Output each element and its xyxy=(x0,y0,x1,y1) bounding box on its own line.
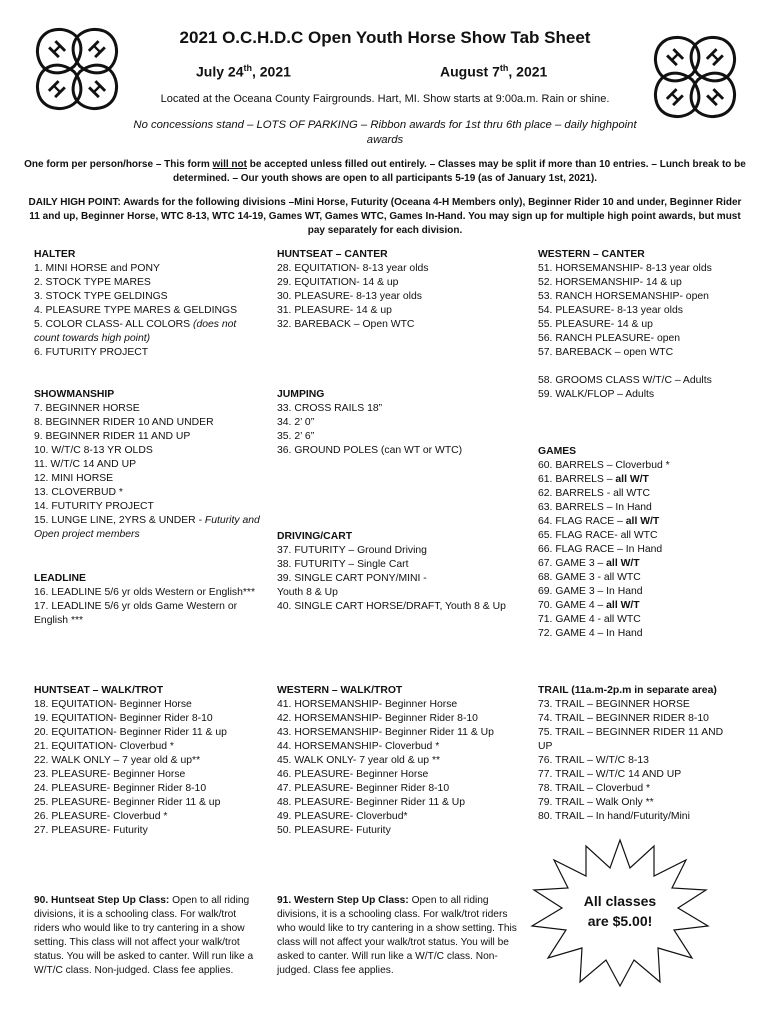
list-item: 31. PLEASURE- 14 & up xyxy=(277,305,392,316)
driving-section xyxy=(277,530,527,614)
list-item: 29. EQUITATION- 14 & up xyxy=(277,277,399,288)
list-item: 73. TRAIL – BEGINNER HORSE xyxy=(538,699,690,710)
list-item: 16. LEADLINE 5/6 yr olds Western or English*** xyxy=(34,587,256,598)
svg-text:H: H xyxy=(84,76,111,103)
list-item: 42. HORSEMANSHIP- Beginner Rider 8-10 xyxy=(277,713,478,724)
huntseat-step-up-note: 90. Huntseat Step Up Class: Open to all riding divisions, it is a schooling class. For walk/trot riders who would like to try cantering in a show setting. This class will not affect your walk/trot status. You will be asked to canter. Will run like a W/T/C class. Non-judged. Class fee applies. xyxy=(34,895,254,976)
list-item: 63. BARRELS – In Hand xyxy=(538,502,652,513)
list-item: 66. FLAG RACE – In Hand xyxy=(538,544,663,555)
western-walk-trot-section xyxy=(277,684,527,838)
section-heading: WESTERN – CANTER xyxy=(538,249,645,260)
list-item: 55. PLEASURE- 14 & up xyxy=(538,319,653,330)
list-item: 4. PLEASURE TYPE MARES & GELDINGS xyxy=(34,305,238,316)
list-item: 69. GAME 3 – In Hand xyxy=(538,586,643,597)
list-item: 57. BAREBACK – open WTC xyxy=(538,347,674,358)
list-item: 22. WALK ONLY – 7 year old & up** xyxy=(34,755,201,766)
list-item: 8. BEGINNER RIDER 10 AND UNDER xyxy=(34,417,214,428)
section-heading: TRAIL (11a.m-2p.m in separate area) xyxy=(538,685,717,696)
svg-text:H: H xyxy=(662,44,689,71)
list-item: 19. EQUITATION- Beginner Rider 8-10 xyxy=(34,713,213,724)
leadline-section xyxy=(34,572,264,628)
section-heading: WESTERN – WALK/TROT xyxy=(277,685,403,696)
list-item: 33. CROSS RAILS 18” xyxy=(277,403,383,414)
list-item: 40. SINGLE CART HORSE/DRAFT, Youth 8 & Up xyxy=(277,601,506,612)
list-item: 47. PLEASURE- Beginner Rider 8-10 xyxy=(277,783,450,794)
list-item: 39. SINGLE CART PONY/MINI - xyxy=(277,573,427,584)
section-heading: HUNTSEAT – CANTER xyxy=(277,249,388,260)
section-heading: DRIVING/CART xyxy=(277,531,353,542)
list-item: 51. HORSEMANSHIP- 8-13 year olds xyxy=(538,263,712,274)
list-item: 77. TRAIL – W/T/C 14 AND UP xyxy=(538,769,682,780)
western-step-up-note: 91. Western Step Up Class: Open to all riding divisions, it is a schooling class. For walk/trot riders who would like to try cantering in a show setting. This class will not affect your walk/trot status. You will be asked to canter. Will run like a W/T/C class. Non-judged. Class fee applies. xyxy=(277,895,517,976)
section-heading: JUMPING xyxy=(277,389,325,400)
list-item: 20. EQUITATION- Beginner Rider 11 & up xyxy=(34,727,227,738)
list-item: 61. BARRELS – all W/T xyxy=(538,474,649,485)
games-section xyxy=(538,445,748,641)
huntseat-canter-section xyxy=(277,248,527,332)
halter-section xyxy=(34,248,264,360)
list-item: 71. GAME 4 - all WTC xyxy=(538,614,641,625)
list-item: 74. TRAIL – BEGINNER RIDER 8-10 xyxy=(538,713,709,724)
section-heading: LEADLINE xyxy=(34,573,86,584)
list-item: 54. PLEASURE- 8-13 year olds xyxy=(538,305,683,316)
list-item: 56. RANCH PLEASURE- open xyxy=(538,333,681,344)
list-item: 76. TRAIL – W/T/C 8-13 xyxy=(538,755,649,766)
svg-text:H: H xyxy=(43,76,70,103)
list-item: 1. MINI HORSE and PONY xyxy=(34,263,160,274)
list-item: 26. PLEASURE- Cloverbud * xyxy=(34,811,168,822)
list-item: 79. TRAIL – Walk Only ** xyxy=(538,797,654,808)
western-canter-section xyxy=(538,248,748,360)
list-item: 9. BEGINNER RIDER 11 AND UP xyxy=(34,431,191,442)
list-item: 50. PLEASURE- Futurity xyxy=(277,825,391,836)
section-heading: HUNTSEAT – WALK/TROT xyxy=(34,685,164,696)
list-item: Youth 8 & Up xyxy=(277,587,338,598)
list-item: 18. EQUITATION- Beginner Horse xyxy=(34,699,192,710)
list-item: 68. GAME 3 - all WTC xyxy=(538,572,641,583)
list-item: 21. EQUITATION- Cloverbud * xyxy=(34,741,174,752)
list-item: 75. TRAIL – BEGINNER RIDER 11 AND UP xyxy=(538,727,724,752)
list-item: 48. PLEASURE- Beginner Rider 11 & Up xyxy=(277,797,466,808)
badge-line-2: are $5.00! xyxy=(587,913,653,929)
section-heading: GAMES xyxy=(538,446,577,457)
list-item: 17. LEADLINE 5/6 yr olds Game Western or English *** xyxy=(34,601,238,626)
list-item: 49. PLEASURE- Cloverbud* xyxy=(277,811,408,822)
list-item: 46. PLEASURE- Beginner Horse xyxy=(277,769,429,780)
list-item: 45. WALK ONLY- 7 year old & up ** xyxy=(277,755,441,766)
list-item: 59. WALK/FLOP – Adults xyxy=(538,389,655,400)
list-item: 23. PLEASURE- Beginner Horse xyxy=(34,769,186,780)
list-item: 72. GAME 4 – In Hand xyxy=(538,628,643,639)
list-item: 2. STOCK TYPE MARES xyxy=(34,277,151,288)
huntseat-walk-trot-section xyxy=(34,684,264,838)
list-item: 15. LUNGE LINE, 2YRS & UNDER - Futurity and Open project members xyxy=(34,515,260,540)
showmanship-section xyxy=(34,388,264,542)
list-item: 13. CLOVERBUD * xyxy=(34,487,123,498)
list-item: 28. EQUITATION- 8-13 year olds xyxy=(277,263,429,274)
price-starburst-badge xyxy=(530,838,710,988)
list-item: 3. STOCK TYPE GELDINGS xyxy=(34,291,168,302)
svg-text:H: H xyxy=(44,36,71,63)
svg-text:H: H xyxy=(83,36,110,63)
show-date-1: July 24th, 2021 xyxy=(196,63,291,80)
list-item: 70. GAME 4 – all W/T xyxy=(538,600,640,611)
list-item: 24. PLEASURE- Beginner Rider 8-10 xyxy=(34,783,207,794)
adult-classes-section xyxy=(538,374,748,402)
list-item: 80. TRAIL – In hand/Futurity/Mini xyxy=(538,811,690,822)
page-title: 2021 O.C.H.D.C Open Youth Horse Show Tab Sheet xyxy=(179,28,591,47)
list-item: 5. COLOR CLASS- ALL COLORS (does not count towards high point) xyxy=(34,319,237,344)
list-item: 30. PLEASURE- 8-13 year olds xyxy=(277,291,422,302)
list-item: 12. MINI HORSE xyxy=(34,473,114,484)
badge-line-1: All classes xyxy=(583,893,657,909)
list-item: 10. W/T/C 8-13 YR OLDS xyxy=(34,445,153,456)
list-item: 32. BAREBACK – Open WTC xyxy=(277,319,415,330)
list-item: 14. FUTURITY PROJECT xyxy=(34,501,154,512)
list-item: 53. RANCH HORSEMANSHIP- open xyxy=(538,291,709,302)
list-item: 41. HORSEMANSHIP- Beginner Horse xyxy=(277,699,458,710)
jumping-section xyxy=(277,388,527,458)
list-item: 62. BARRELS - all WTC xyxy=(538,488,651,499)
svg-text:H: H xyxy=(702,84,729,111)
list-item: 36. GROUND POLES (can WT or WTC) xyxy=(277,445,463,456)
svg-text:H: H xyxy=(661,84,688,111)
location-line: Located at the Oceana County Fairgrounds. Hart, MI. Show starts at 9:00a.m. Rain or shine. xyxy=(160,93,610,105)
svg-text:H: H xyxy=(701,44,728,71)
list-item: 35. 2’ 6” xyxy=(277,431,315,442)
list-item: 43. HORSEMANSHIP- Beginner Rider 11 & Up xyxy=(277,727,494,738)
list-item: 58. GROOMS CLASS W/T/C – Adults xyxy=(538,375,712,386)
list-item: 25. PLEASURE- Beginner Rider 11 & up xyxy=(34,797,221,808)
section-heading: SHOWMANSHIP xyxy=(34,389,115,400)
section-heading: HALTER xyxy=(34,249,76,260)
list-item: 11. W/T/C 14 AND UP xyxy=(34,459,137,470)
list-item: 78. TRAIL – Cloverbud * xyxy=(538,783,651,794)
list-item: 67. GAME 3 – all W/T xyxy=(538,558,640,569)
list-item: 27. PLEASURE- Futurity xyxy=(34,825,148,836)
list-item: 6. FUTURITY PROJECT xyxy=(34,347,149,358)
daily-high-point: DAILY HIGH POINT: Awards for the following divisions –Mini Horse, Futurity (Oceana 4-H Members only), Beginner Rider 10 and under, Beginner Rider 11 and up, Beginner Horse, WTC 8-13, WTC 14-19, Games WT, Games WTC, Games In-Hand. You may sign up for multiple high point awards, but must pay separately for each division. xyxy=(28,197,742,236)
list-item: 65. FLAG RACE- all WTC xyxy=(538,530,658,541)
concessions-line: No concessions stand – LOTS OF PARKING – Ribbon awards for 1st thru 6th place – daily highpoint awards xyxy=(133,119,637,146)
list-item: 38. FUTURITY – Single Cart xyxy=(277,559,409,570)
trail-section xyxy=(538,684,730,824)
list-item: 34. 2’ 0” xyxy=(277,417,315,428)
list-item: 7. BEGINNER HORSE xyxy=(34,403,140,414)
show-date-2: August 7th, 2021 xyxy=(440,63,548,80)
list-item: 60. BARRELS – Cloverbud * xyxy=(538,460,670,471)
entry-rules: One form per person/horse – This form will not be accepted unless filled out entirely. – Classes may be split if more than 10 entries. – Lunch break to be determined. – Our youth shows are open to all participants 5-19 (as of January 1st, 2021). xyxy=(24,159,746,184)
list-item: 64. FLAG RACE – all W/T xyxy=(538,516,660,527)
list-item: 52. HORSEMANSHIP- 14 & up xyxy=(538,277,682,288)
list-item: 44. HORSEMANSHIP- Cloverbud * xyxy=(277,741,440,752)
list-item: 37. FUTURITY – Ground Driving xyxy=(277,545,427,556)
